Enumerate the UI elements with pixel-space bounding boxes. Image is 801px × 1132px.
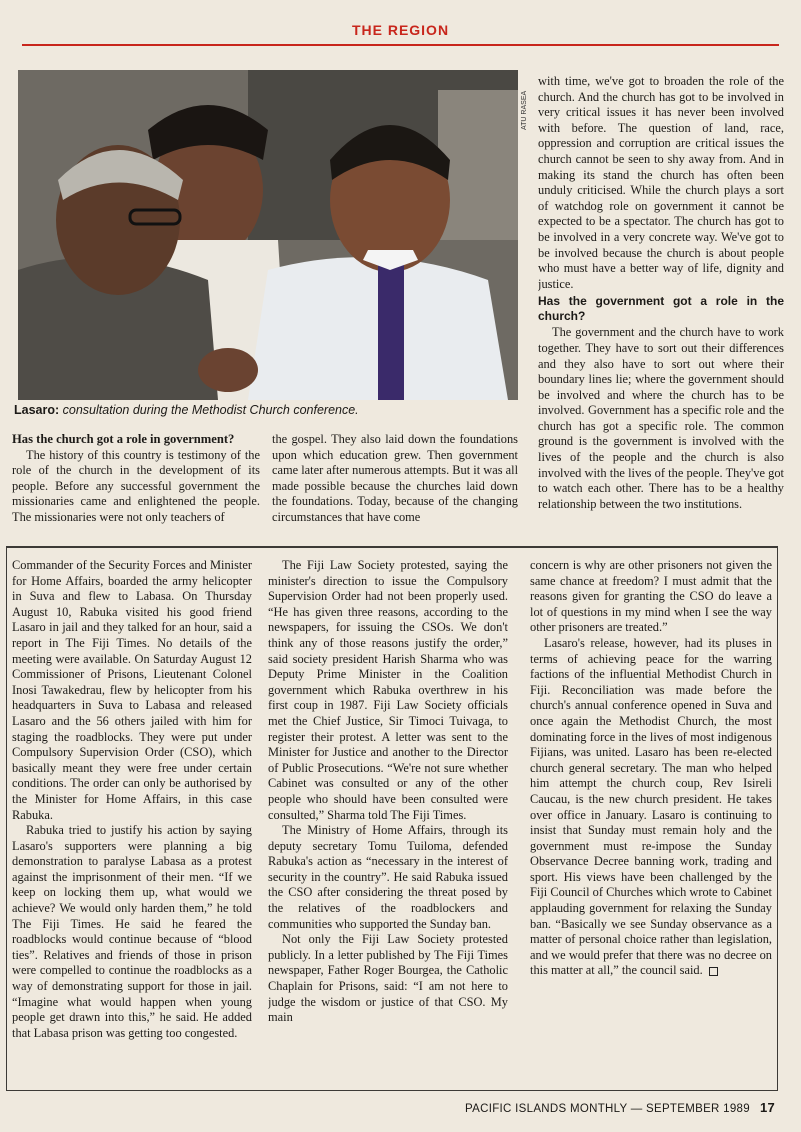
- interview-question-2: Has the government got a role in the church?: [538, 294, 784, 323]
- article-column-2: [268, 558, 508, 1080]
- section-header: THE REGION: [351, 22, 450, 38]
- end-of-article-icon: [709, 967, 718, 976]
- photo-credit: ATU RASEA: [521, 90, 528, 130]
- article-column-1: [12, 558, 252, 1080]
- interview-answer-1-part-3: with time, we've got to broaden the role of the church. And the church has got to be involved in very critical issues it has never been involved with before. The question of land, race, oppression and corruption are critical issues the church cannot be seen to shy away from. And in making its stand the church has often been unduly criticised. While the church plays a sort of watchdog role on government it cannot be expected to be a spectator. The church has got to be involved in a very concrete way. We've got to be involved because the church is about people who must have a better way of life, dignity and justice.: [538, 74, 784, 291]
- interview-answer-2: The government and the church have to work together. They have to sort out their differences and they also have to sort out where their boundary lines lie; where the government should be involved and where the church has to be involved. Government has a specific role and the church has got a specific role. The common ground is the government is involved with the lives of the people and the church is also involved with the lives of the people. They've got to watch each other. There has to be a healthy relationship between the two institutions.: [538, 325, 784, 511]
- interview-column-2: [272, 432, 518, 540]
- interview-answer-1-part-2: the gospel. They also laid down the foundations upon which education grew. Then government came later after numerous attempts. But it was all made possible because the churches laid down the foundations. Today, because of the changing circumstances that have come: [272, 432, 518, 524]
- photo-illustration: [18, 70, 518, 400]
- article-paragraph: Rabuka tried to justify his action by saying Lasaro's supporters were planning a big demonstration to paralyse Labasa as a protest against the imprisonment of their men. “If we keep on locking them up, what would we achieve? We would only harden them,” he told The Fiji Times. He said he feared the roadblocks would continue because of “blood ties”. Relatives and friends of those in prison were compelled to continue the roadblocks as a way of demonstrating support for those in jail. “Imagine what would happen when young people get drawn into this,” he said. He added that Labasa prison was getting too congested.: [12, 823, 252, 1040]
- page-footer: [465, 1100, 775, 1115]
- article-paragraph: Not only the Fiji Law Society protested publicly. In a letter published by The Fiji Times newspaper, Father Roger Bourgea, the Catholic Chaplain for Prisons, said: “I am not here to judge the wisdom or justice of that CSO. My main: [268, 932, 508, 1025]
- publication-line: PACIFIC ISLANDS MONTHLY — SEPTEMBER 1989: [465, 1103, 750, 1115]
- article-paragraph-text: Lasaro's release, however, had its pluses in terms of achieving peace for the warring factions of the influential Methodist Church in Fiji. Reconciliation was made before the church's annual conference opened in Suva and once again the Methodist Church, the most dominating force in the lives of most indigenous Fijians, was united. Lasaro has been re-elected church general secretary. The man who helped him attempt the church coup, Rev Isireli Caucau, is the new church president. He takes over office in January. Lasaro is continuing to insist that Sunday must remain holy and the government must re-impose the Sunday Observance Decree banning work, trading and sport. His views have been challenged by the Fiji Council of Churches which wrote to Cabinet applauding government for relaxing the Sunday ban. “Basically we see Sunday observance as a matter of personal choice rather than legislation, and we would prefer that there was no decree on this matter at all,” the council said.: [530, 635, 772, 978]
- article-paragraph: The Fiji Law Society protested, saying the minister's direction to issue the Compulsory Supervision Order had not been properly used. “He has given three reasons, according to the newspapers, for issuing the CSOs. We don't think any of those reasons justify the order,” said society president Harish Sharma who was Deputy Prime Minister in the Coalition government which Rabuka overthrew in his first coup in 1987. Fiji Law Society officials met the Chief Justice, Sir Timoci Tuivaga, to register their protest. A letter was sent to the Minister for Justice and another to the Director of Public Prosecutions. “We're not sure whether Cabinet was consulted or any of the other people who should have been consulted were consulted,” Sharma told The Fiji Times.: [268, 558, 508, 822]
- interview-answer-1-part-1: The history of this country is testimony of the role of the church in the development of its people. Before any successful government the missionaries came and enlightened the people. The missionaries were not only teachers of: [12, 447, 260, 524]
- caption-name: Lasaro:: [14, 403, 60, 417]
- page-number: 17: [759, 1100, 775, 1115]
- article-paragraph: The Ministry of Home Affairs, through its deputy secretary Tomu Tuiloma, defended Rabuka's action as “necessary in the interest of security in the country”. He said Rabuka issued the CSO after considering the threat posed by the relatives of the roadblockers and communities who supported the Sunday ban.: [268, 823, 508, 931]
- interview-column-1: [12, 432, 260, 540]
- interview-question-1: Has the church got a role in government?: [12, 432, 235, 446]
- article-paragraph: Commander of the Security Forces and Minister for Home Affairs, boarded the army helicopter in Suva and flew to Labasa. On Thursday August 10, Rabuka visited his good friend Lasaro in jail and they talked for an hour, said a report in The Fiji Times. No details of the meeting were available. On Saturday August 12 Commissioner of Prisons, Lieutenant Colonel Inosi Tawakedrau, flew by helicopter from his headquarters in Suva to Labasa and released Lasaro and the 56 others jailed with him for staging the roadblocks. They were put under Compulsory Supervision Order (CSO), which basically meant they were free under certain conditions. The order can only be authorised by the Minister for Home Affairs, in this case Rabuka.: [12, 558, 252, 822]
- caption-text: consultation during the Methodist Church conference.: [62, 403, 359, 417]
- article-paragraph: concern is why are other prisoners not given the same chance at freedom? I must admit that the reasons given for granting the CSO do leave a lot of questions in my mind when I see the way other prisoners are treated.”: [530, 558, 772, 635]
- article-column-3: [530, 558, 772, 1080]
- interview-column-3: [538, 74, 784, 542]
- photo-caption: [14, 403, 524, 417]
- header-rule: [22, 44, 779, 46]
- article-paragraph: [530, 636, 772, 979]
- conference-photo: [18, 70, 518, 400]
